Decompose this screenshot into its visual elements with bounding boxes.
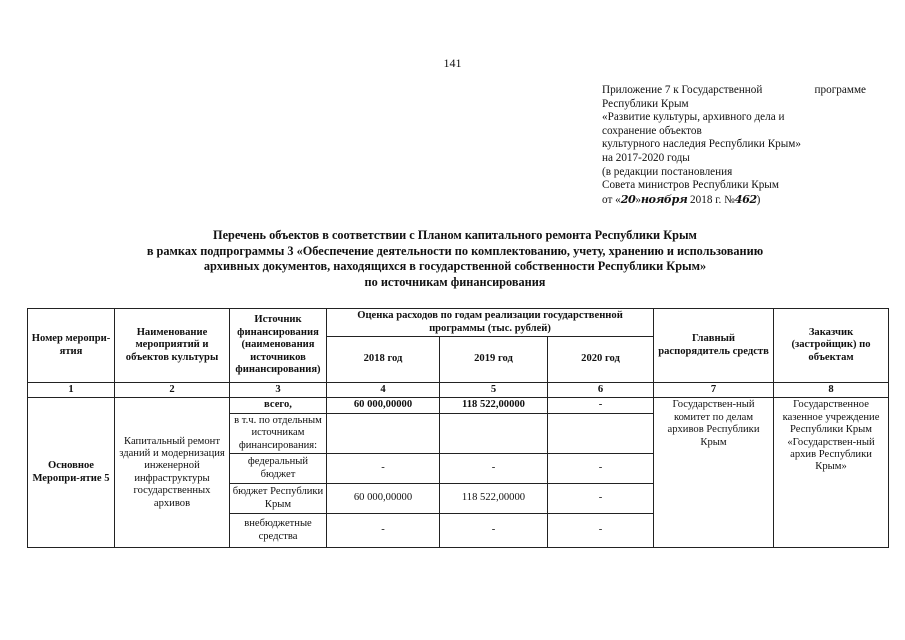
customer: Государственное казенное учреждение Республики Крым «Государствен-ный архив Республики Крым»	[774, 398, 889, 548]
header-year-2019: 2019 год	[440, 337, 548, 383]
objects-table	[27, 308, 889, 548]
handwritten-month: ноября	[640, 191, 688, 206]
value-extrabudgetary-2018: -	[327, 514, 440, 548]
row-source-federal: федеральный бюджет	[230, 454, 327, 484]
header-number: Номер меропри-ятия	[28, 309, 115, 383]
column-number: 1	[28, 383, 115, 398]
value-federal-2020: -	[548, 454, 654, 484]
title-line: архивных документов, находящихся в государственной собственности Республики Крым»	[203, 259, 707, 273]
document-title	[40, 228, 870, 290]
header-name: Наименование мероприятий и объектов культуры	[115, 309, 230, 383]
column-number: 3	[230, 383, 327, 398]
column-number: 8	[774, 383, 889, 398]
header-year-2020: 2020 год	[548, 337, 654, 383]
appendix-line-1-right: программе	[814, 84, 866, 96]
value-breakdown-2018	[327, 413, 440, 453]
appendix-line: Республики Крым	[602, 97, 689, 110]
value-regional-2019: 118 522,00000	[440, 484, 548, 514]
row-source-breakdown: в т.ч. по отдельным источникам финансирования:	[230, 413, 327, 453]
date-prefix: от «	[602, 193, 621, 206]
appendix-line: Совета министров Республики Крым	[602, 179, 779, 192]
chief-manager: Государствен-ный комитет по делам архивов Республики Крым	[654, 398, 774, 548]
appendix-line-1-left: Приложение 7 к Государственной	[602, 84, 763, 96]
column-number: 7	[654, 383, 774, 398]
page-number: 141	[443, 56, 462, 70]
event-name: Капитальный ремонт зданий и модернизация инженерной инфраструктуры государственных архивов	[115, 398, 230, 548]
value-extrabudgetary-2019: -	[440, 514, 548, 548]
appendix-line: (в редакции постановления	[602, 165, 733, 178]
value-federal-2019: -	[440, 454, 548, 484]
value-breakdown-2020	[548, 413, 654, 453]
appendix-line: сохранение объектов	[602, 124, 702, 137]
value-total-2019: 118 522,00000	[440, 398, 548, 413]
title-line: в рамках подпрограммы 3 «Обеспечение деятельности по комплектованию, учету, хранению и использованию	[146, 243, 764, 258]
value-regional-2020: -	[548, 484, 654, 514]
row-source-regional: бюджет Республики Крым	[230, 484, 327, 514]
row-source-total: всего,	[230, 398, 327, 413]
handwritten-doc-number: 462	[734, 191, 757, 206]
header-manager: Главный распорядитель средств	[654, 309, 774, 383]
date-suffix: )	[756, 193, 761, 206]
title-line: Перечень объектов в соответствии с Планом капитального ремонта Республики Крым	[213, 228, 697, 242]
appendix-note	[602, 84, 872, 207]
column-number: 4	[327, 383, 440, 398]
header-estimate: Оценка расходов по годам реализации государственной программы (тыс. рублей)	[327, 309, 654, 337]
appendix-date-line	[602, 193, 872, 208]
title-line: по источникам финансирования	[364, 274, 546, 289]
event-number: Основное Меропри-ятие 5	[28, 398, 115, 548]
column-number: 2	[115, 383, 230, 398]
date-mid: »	[635, 193, 641, 206]
value-total-2018: 60 000,00000	[327, 398, 440, 413]
value-federal-2018: -	[327, 454, 440, 484]
column-number: 5	[440, 383, 548, 398]
value-total-2020: -	[548, 398, 654, 413]
date-year: 2018 г. №	[687, 193, 735, 206]
appendix-line: «Развитие культуры, архивного дела и	[602, 111, 785, 124]
appendix-line: на 2017-2020 годы	[602, 151, 690, 164]
row-source-extrabudgetary: внебюджетные средства	[230, 514, 327, 548]
value-extrabudgetary-2020: -	[548, 514, 654, 548]
header-year-2018: 2018 год	[327, 337, 440, 383]
value-regional-2018: 60 000,00000	[327, 484, 440, 514]
header-source: Источник финансирования (наименования источников финансирования)	[230, 309, 327, 383]
appendix-line-1	[602, 84, 866, 98]
value-breakdown-2019	[440, 413, 548, 453]
appendix-line: культурного наследия Республики Крым»	[602, 138, 801, 151]
column-number: 6	[548, 383, 654, 398]
handwritten-day: 20	[620, 191, 636, 206]
header-customer: Заказчик (застройщик) по объектам	[774, 309, 889, 383]
